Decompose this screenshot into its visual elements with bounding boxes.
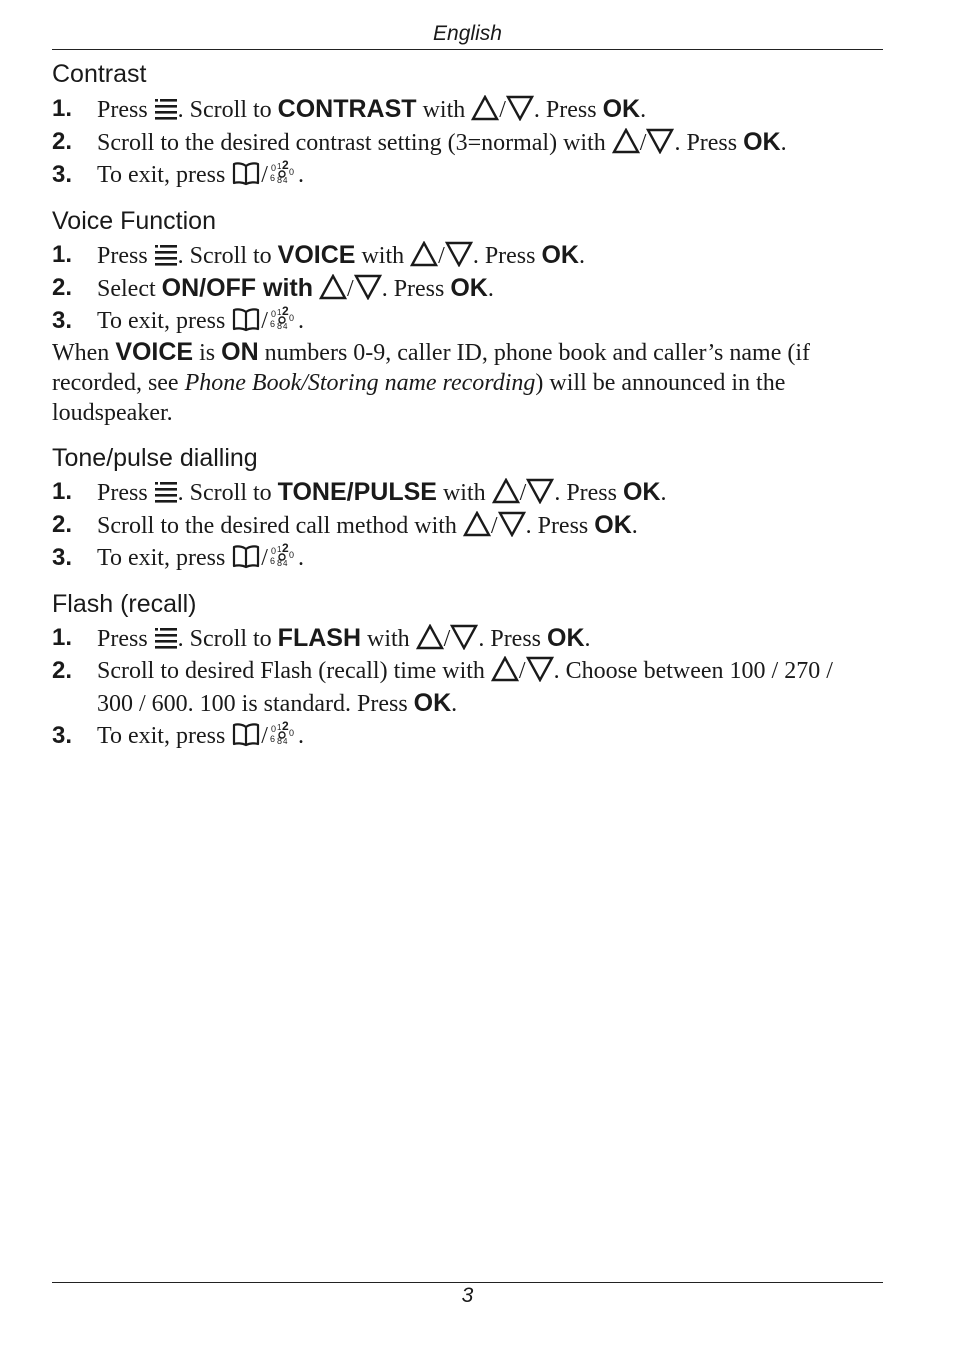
ok-key: OK	[541, 241, 579, 269]
voice-description: When VOICE is ON numbers 0-9, caller ID, phone book and caller’s name (if recorded, see Phone Book/Storing name recording) will be announced in the loudspeaker.	[52, 338, 810, 426]
step-number: 2.	[52, 657, 73, 684]
step-number: 1.	[52, 624, 73, 651]
up-arrow-icon	[319, 274, 347, 300]
up-arrow-icon	[410, 241, 438, 267]
keyword-flash: FLASH	[277, 624, 361, 652]
ok-key: OK	[413, 689, 452, 717]
ok-key: OK	[450, 274, 488, 302]
page-number: 3	[461, 1284, 474, 1307]
down-arrow-icon	[450, 624, 478, 650]
footer-divider	[52, 1282, 883, 1283]
down-arrow-icon	[445, 241, 473, 267]
end-call-icon	[268, 306, 298, 332]
up-arrow-icon	[471, 95, 499, 121]
ok-key: OK	[602, 95, 641, 123]
keyword-voice: VOICE	[277, 241, 356, 269]
step-number: 1.	[52, 241, 73, 268]
keyword-contrast: CONTRAST	[277, 95, 417, 123]
up-arrow-icon	[492, 478, 520, 504]
menu-icon	[154, 626, 178, 650]
menu-icon	[154, 243, 178, 267]
menu-icon	[154, 480, 178, 504]
phonebook-icon	[231, 160, 261, 186]
section-title-flash: Flash (recall)	[52, 590, 197, 618]
end-call-icon	[268, 160, 298, 186]
section-title-voice: Voice Function	[52, 207, 216, 235]
step-number: 3.	[52, 307, 73, 334]
ok-key: OK	[594, 511, 632, 539]
down-arrow-icon	[354, 274, 382, 300]
section-title-contrast: Contrast	[52, 60, 147, 88]
step-number: 3.	[52, 161, 73, 188]
phonebook-icon	[231, 721, 261, 747]
down-arrow-icon	[498, 511, 526, 537]
step-number: 2.	[52, 274, 73, 301]
end-call-icon	[268, 543, 298, 569]
step-number: 2.	[52, 128, 73, 155]
step-number: 2.	[52, 511, 73, 538]
header-language: English	[433, 22, 502, 45]
up-arrow-icon	[416, 624, 444, 650]
up-arrow-icon	[612, 128, 640, 154]
up-arrow-icon	[463, 511, 491, 537]
ok-key: OK	[622, 478, 661, 506]
keyword-on-off: ON/OFF with	[161, 274, 314, 302]
down-arrow-icon	[506, 95, 534, 121]
menu-icon	[154, 97, 178, 121]
keyword-tone-pulse: TONE/PULSE	[277, 478, 437, 506]
phonebook-icon	[231, 306, 261, 332]
step-number: 1.	[52, 95, 73, 122]
step-number: 1.	[52, 478, 73, 505]
step-number: 3.	[52, 722, 73, 749]
cross-reference: Phone Book/Storing name recording	[184, 370, 536, 396]
down-arrow-icon	[526, 656, 554, 682]
down-arrow-icon	[526, 478, 554, 504]
step-number: 3.	[52, 544, 73, 571]
header-divider	[52, 49, 883, 50]
ok-key: OK	[547, 624, 585, 652]
end-call-icon	[268, 721, 298, 747]
down-arrow-icon	[646, 128, 674, 154]
ok-key: OK	[743, 128, 781, 156]
section-title-tone: Tone/pulse dialling	[52, 444, 258, 472]
phonebook-icon	[231, 543, 261, 569]
up-arrow-icon	[491, 656, 519, 682]
